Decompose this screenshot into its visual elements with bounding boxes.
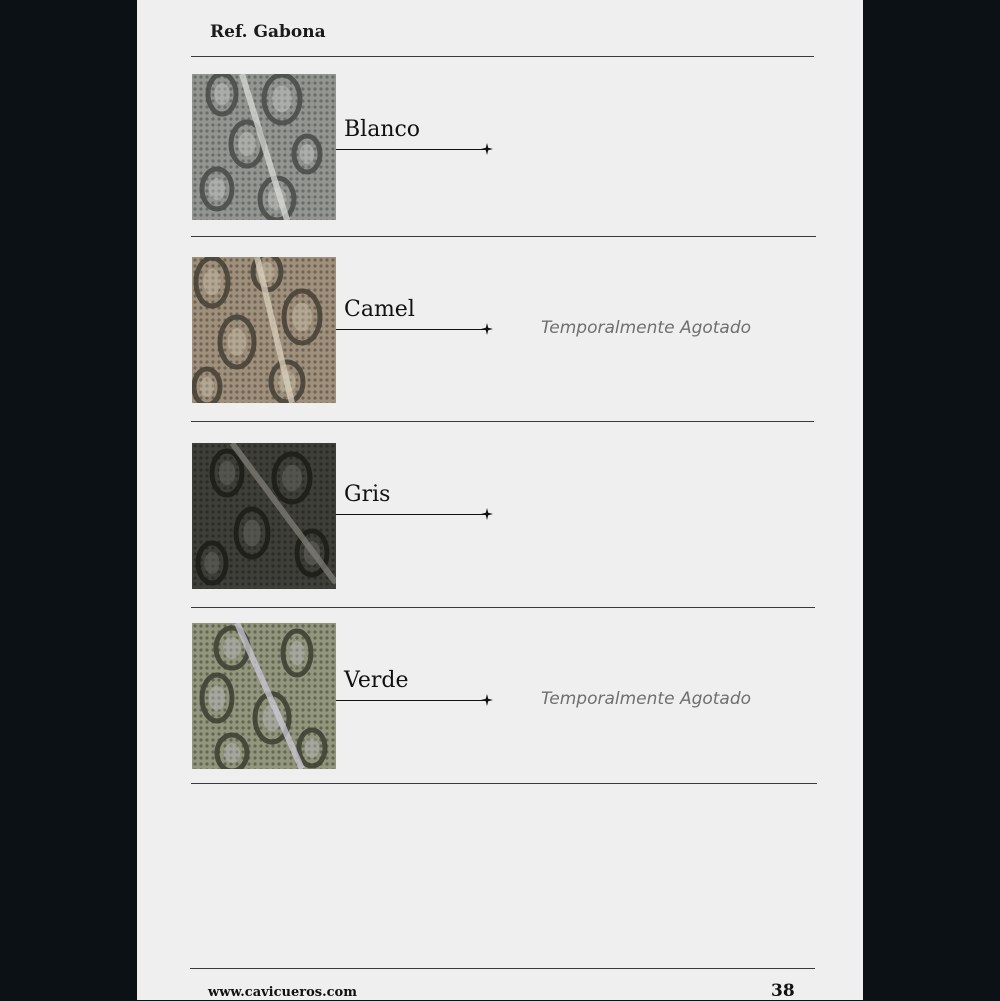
footer-divider xyxy=(190,968,815,969)
footer-website-link[interactable]: www.cavicueros.com xyxy=(208,985,357,1000)
snakeskin-texture xyxy=(192,74,336,220)
color-name-verde: Verde xyxy=(344,668,409,693)
row-divider xyxy=(191,783,817,784)
status-verde: Temporalmente Agotado xyxy=(541,689,752,709)
swatch-camel xyxy=(192,257,336,403)
connector-line xyxy=(336,700,486,701)
row-divider xyxy=(191,236,816,237)
connector-line xyxy=(336,149,486,150)
color-name-gris: Gris xyxy=(344,482,391,507)
sparkle-icon xyxy=(481,508,493,520)
sparkle-icon xyxy=(481,323,493,335)
color-name-camel: Camel xyxy=(344,297,415,322)
color-name-blanco: Blanco xyxy=(344,117,421,142)
snakeskin-texture xyxy=(192,257,336,403)
row-divider xyxy=(191,421,814,422)
snakeskin-texture xyxy=(192,443,336,589)
page-number: 38 xyxy=(771,981,795,1001)
sparkle-icon xyxy=(481,694,493,706)
connector-line xyxy=(336,514,486,515)
snakeskin-texture xyxy=(192,623,336,769)
swatch-verde xyxy=(192,623,336,769)
sparkle-icon xyxy=(481,143,493,155)
catalog-page xyxy=(137,0,863,1000)
reference-title: Ref. Gabona xyxy=(210,22,326,42)
connector-line xyxy=(336,329,486,330)
row-divider xyxy=(191,607,815,608)
swatch-gris xyxy=(192,443,336,589)
status-camel: Temporalmente Agotado xyxy=(541,318,752,338)
swatch-blanco xyxy=(192,74,336,220)
header-divider xyxy=(191,56,814,57)
